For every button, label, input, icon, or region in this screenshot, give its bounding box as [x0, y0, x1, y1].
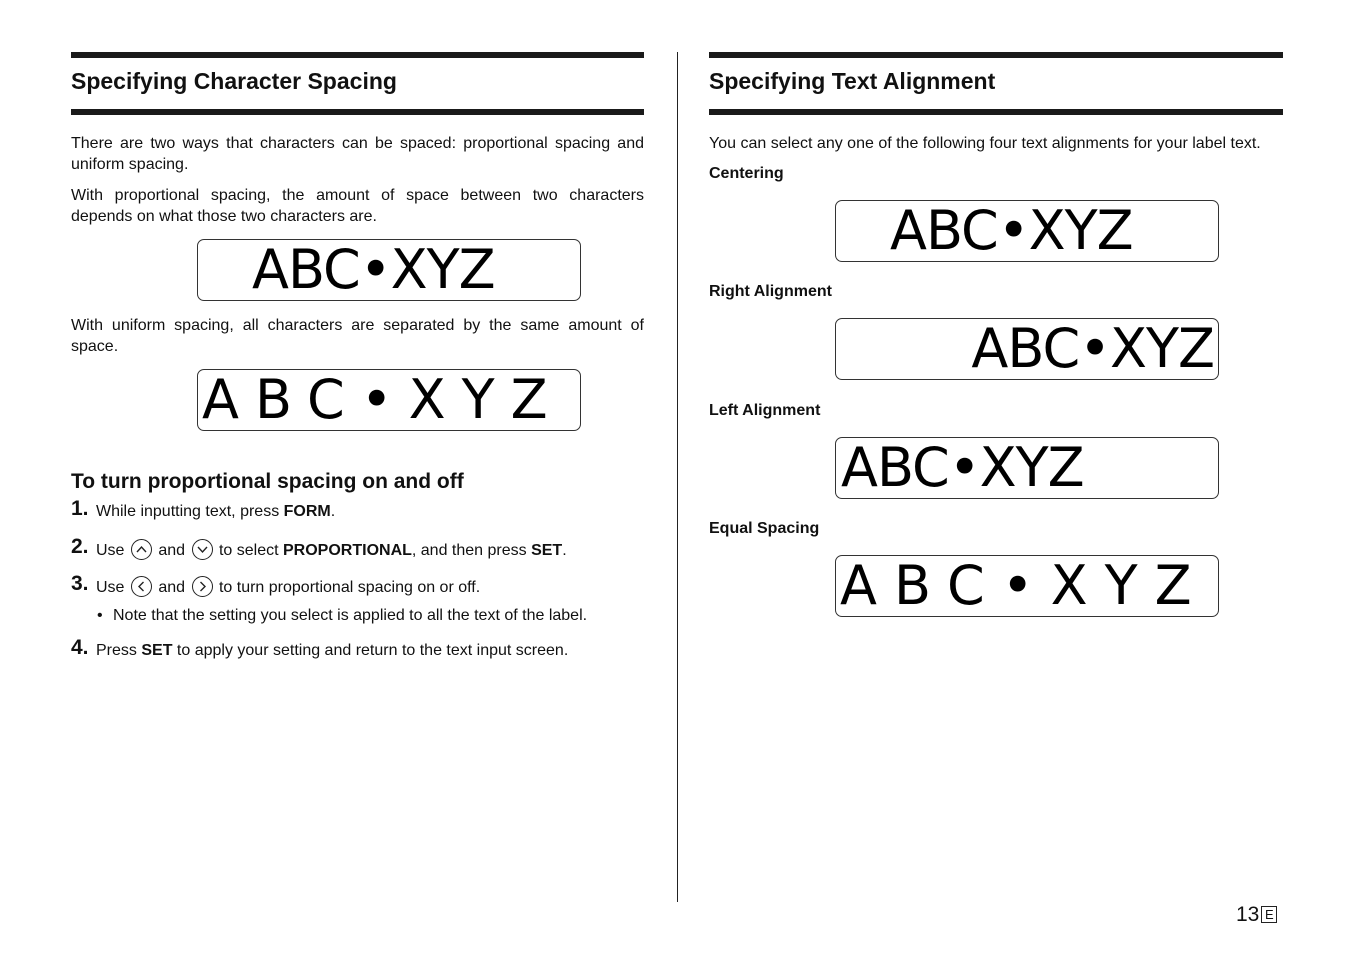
step-number: 2.	[71, 535, 89, 558]
alignment-label-right: Right Alignment	[709, 283, 832, 300]
proportional-sample-text: ABC•XYZ	[252, 239, 495, 301]
up-arrow-key-icon	[131, 539, 152, 560]
step-text: and	[158, 542, 186, 559]
title-rule-bottom	[709, 109, 1283, 115]
section-title-character-spacing: Specifying Character Spacing	[71, 68, 397, 94]
key-form: FORM	[283, 503, 331, 520]
step-number: 3.	[71, 572, 89, 595]
centering-sample-display	[835, 200, 1219, 262]
step-text: to select	[218, 542, 283, 559]
step-text: Use	[96, 542, 125, 559]
step-text: , and then press	[411, 542, 532, 559]
step-text: Use	[96, 579, 125, 596]
key-set: SET	[531, 542, 563, 559]
intro-paragraph: There are two ways that characters can be spaced: proportional spacing and uniform spacing.	[71, 135, 644, 173]
uniform-sample-display	[197, 369, 581, 431]
step-2	[71, 535, 644, 562]
bullet-icon: •	[97, 607, 103, 624]
left-alignment-sample-display	[835, 437, 1219, 499]
step-text: Press	[96, 642, 142, 659]
centering-sample-text: ABC•XYZ	[890, 200, 1133, 262]
alignment-label-left: Left Alignment	[709, 402, 821, 419]
title-rule-top	[71, 52, 644, 58]
step-text: to turn proportional spacing on or off.	[218, 579, 481, 596]
left-arrow-key-icon	[131, 576, 152, 597]
proportional-description: With proportional spacing, the amount of space between two characters depends on what those two characters are.	[71, 187, 644, 225]
proportional-sample-display	[197, 239, 581, 301]
option-proportional: PROPORTIONAL	[283, 542, 412, 559]
equal-spacing-sample-display	[835, 555, 1219, 617]
left-alignment-sample-text: ABC•XYZ	[841, 437, 1084, 499]
step-1	[71, 497, 644, 523]
step-text: to apply your setting and return to the text input screen.	[172, 642, 569, 659]
right-arrow-key-icon	[192, 576, 213, 597]
step-3-note	[71, 605, 644, 626]
key-set: SET	[141, 642, 173, 659]
step-text: .	[330, 503, 336, 520]
alignment-intro: You can select any one of the following four text alignments for your label text.	[709, 135, 1261, 152]
step-number: 4.	[71, 636, 89, 659]
note-text: Note that the setting you select is applied to all the text of the label.	[113, 607, 588, 624]
right-alignment-sample-text: ABC•XYZ	[971, 318, 1214, 380]
title-rule-top	[709, 52, 1283, 58]
step-4	[71, 636, 644, 662]
equal-spacing-sample-text: ABC•XYZ	[840, 555, 1209, 617]
title-rule-bottom	[71, 109, 644, 115]
right-column	[709, 52, 1283, 617]
step-text: .	[562, 542, 567, 559]
step-text: While inputting text, press	[96, 503, 284, 520]
uniform-description: With uniform spacing, all characters are separated by the same amount of space.	[71, 317, 644, 355]
left-column	[71, 52, 644, 662]
language-code-box: E	[1261, 906, 1277, 923]
alignment-label-equal-spacing: Equal Spacing	[709, 520, 820, 537]
alignment-label-centering: Centering	[709, 165, 784, 182]
right-alignment-sample-display	[835, 318, 1219, 380]
uniform-sample-text: ABC•XYZ	[202, 369, 564, 431]
step-text: and	[158, 579, 186, 596]
step-number: 1.	[71, 497, 89, 520]
down-arrow-key-icon	[192, 539, 213, 560]
procedure-title: To turn proportional spacing on and off	[71, 470, 464, 493]
page-number: 13	[1236, 903, 1260, 926]
column-divider	[677, 52, 678, 902]
page-footer	[1236, 903, 1277, 927]
step-3	[71, 572, 644, 599]
section-title-text-alignment: Specifying Text Alignment	[709, 68, 996, 94]
